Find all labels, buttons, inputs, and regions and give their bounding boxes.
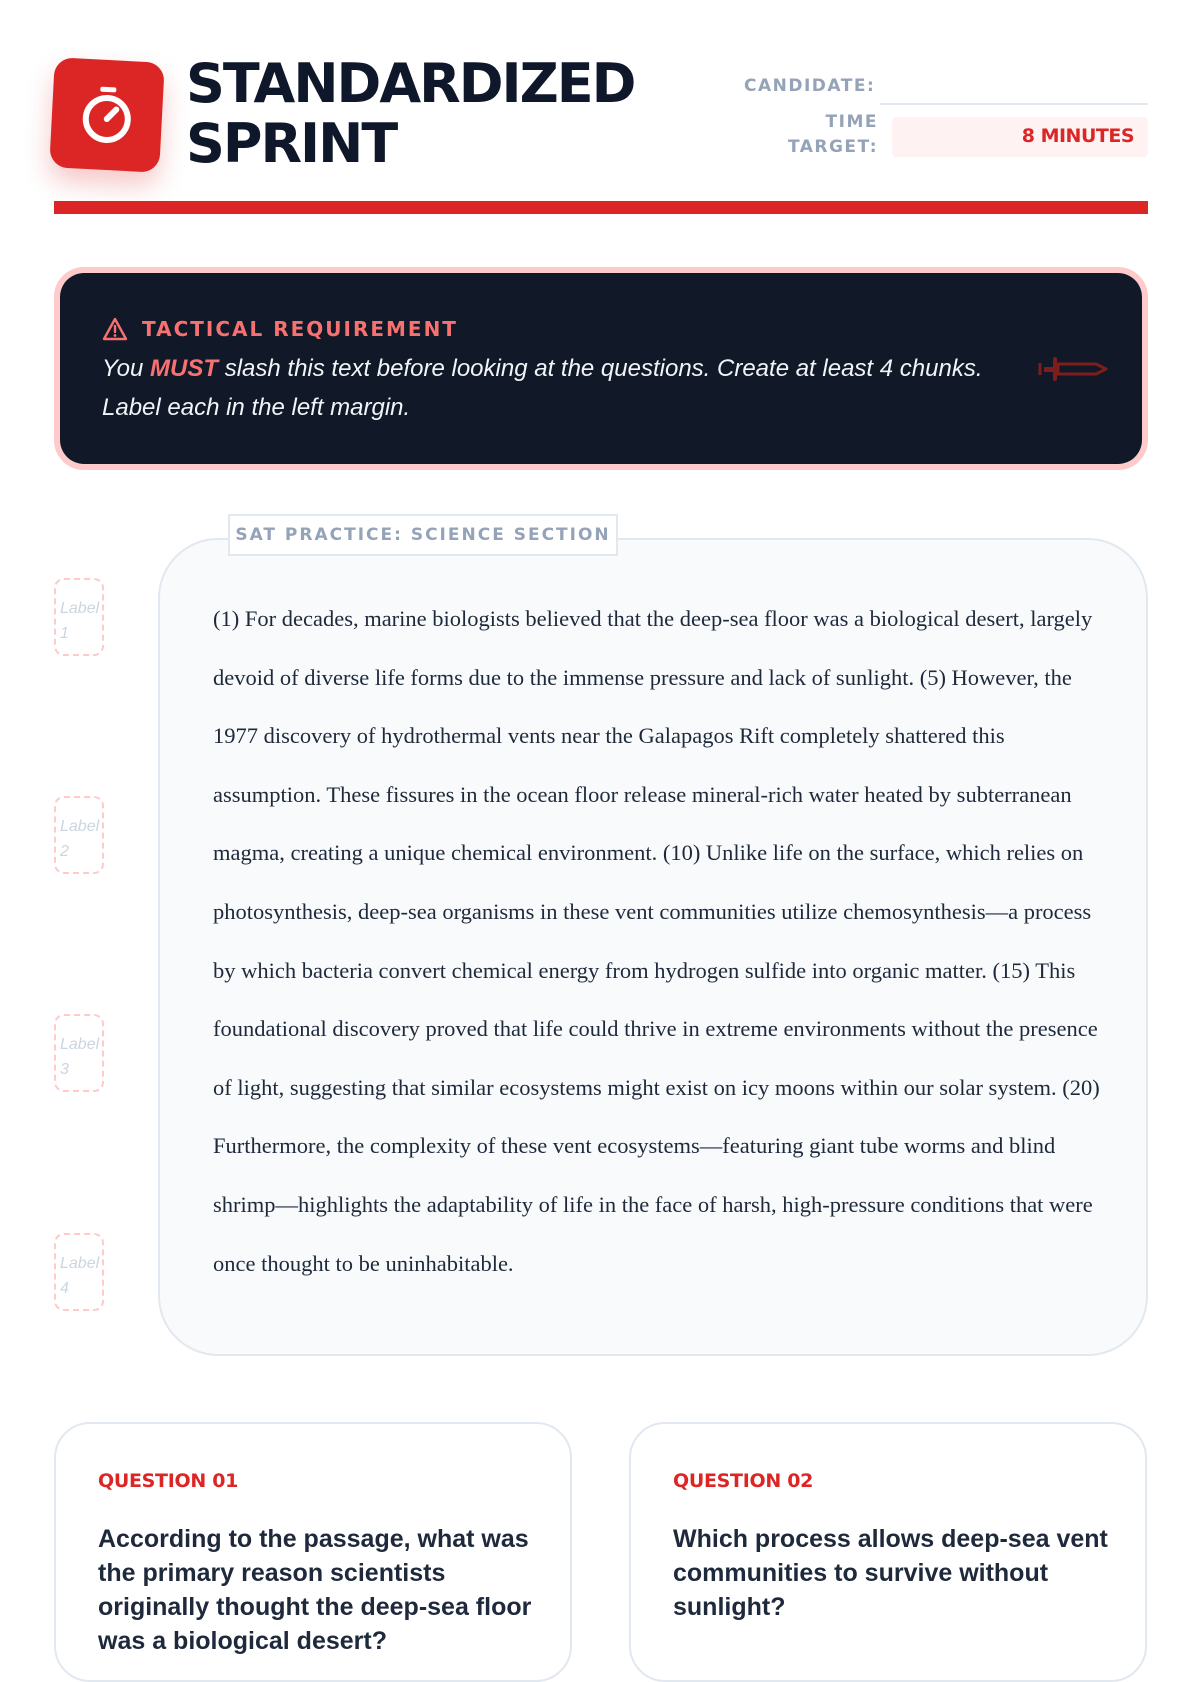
margin-label-4[interactable]: Label 4 [54, 1233, 104, 1311]
tactical-instructions: You MUST slash this text before looking at the questions. Create at least 4 chunks. Label each in the left margin. [102, 355, 983, 421]
passage-card [158, 538, 1148, 1356]
question-text: According to the passage, what was the primary reason scientists originally thought the deep-sea floor was a biological desert? [98, 1525, 532, 1655]
margin-label-3[interactable]: Label 3 [54, 1014, 104, 1092]
question-card-2[interactable] [629, 1422, 1147, 1682]
margin-label-1[interactable]: Label 1 [54, 578, 104, 656]
time-target-badge [892, 117, 1148, 157]
candidate-field[interactable] [880, 103, 1148, 105]
question-number: QUESTION 01 [98, 1470, 239, 1492]
passage-text[interactable]: (1) For decades, marine biologists believed that the deep-sea floor was a biological desert, largely devoid of diverse life forms due to the immense pressure and lack of sunlight. (5) However, the 1977 discovery of hydrothermal vents near the Galapagos Rift completely shattered this assumption. These fissures in the ocean floor release mineral-rich water heated by subterranean magma, creating a unique chemical environment. (10) Unlike life on the surface, which relies on photosynthesis, deep-sea organisms in these vent communities utilize chemosynthesis—a process by which bacteria convert chemical energy from hydrogen sulfide into organic matter. (15) This foundational discovery proved that life could thrive in extreme environments without the presence of light, suggesting that similar ecosystems might exist on icy moons within our solar system. (20) Furthermore, the complexity of these vent ecosystems—featuring giant tube worms and blind shrimp—highlights the adaptability of life in the face of harsh, high-pressure conditions that were once thought to be uninhabitable. [213, 606, 1100, 1276]
sword-icon [1038, 355, 1108, 383]
tactical-emphasis: MUST [150, 355, 219, 382]
passage-section-label: SAT PRACTICE: SCIENCE SECTION [228, 514, 618, 556]
tactical-title: TACTICAL REQUIREMENT [142, 317, 458, 341]
question-number: QUESTION 02 [673, 1470, 814, 1492]
candidate-label: CANDIDATE: [744, 76, 876, 96]
margin-label-2[interactable]: Label 2 [54, 796, 104, 874]
question-card-1[interactable] [54, 1422, 572, 1682]
question-text: Which process allows deep-sea vent communities to survive without sunlight? [673, 1525, 1108, 1621]
logo-badge [49, 57, 165, 173]
tactical-requirement-banner [54, 267, 1148, 470]
stopwatch-icon [77, 84, 136, 147]
warning-icon [102, 317, 128, 341]
page-title: STANDARDIZED SPRINT [186, 52, 635, 175]
header-divider [54, 201, 1148, 214]
time-target-label: TIME TARGET: [787, 112, 878, 157]
time-target-value: 8 MINUTES [1021, 125, 1134, 147]
